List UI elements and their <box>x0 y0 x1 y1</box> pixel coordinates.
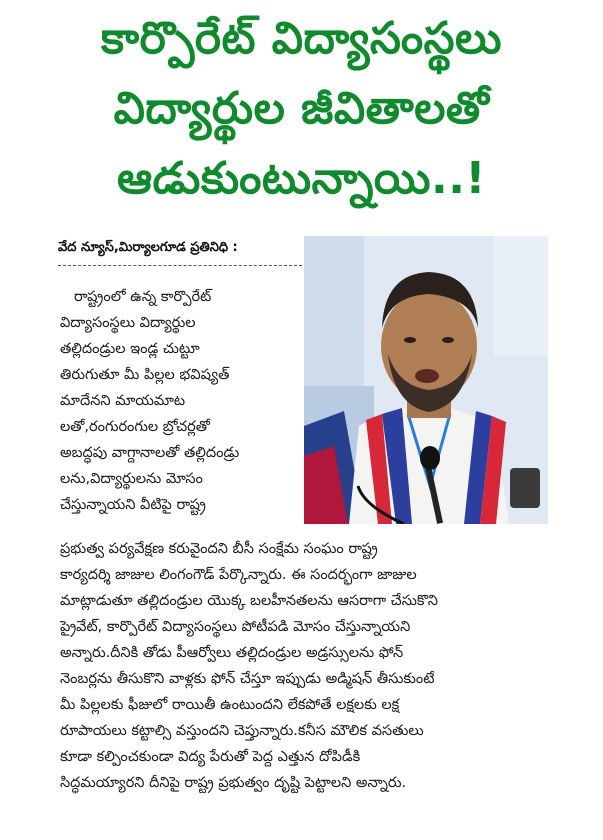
article-line: సిద్ధమయ్యారని దీనిపై రాష్ట్ర ప్రభుత్వం దృష్టి పెట్టాలని అన్నారు. <box>60 775 407 791</box>
speaker-photo <box>304 236 548 524</box>
article-line: నెంబర్లను తీసుకొని వాళ్లకు ఫోన్ చేస్తూ ఇప్పుడు అడ్మిషన్ తీసుకుంటే <box>60 671 435 687</box>
byline: వేద న్యూస్,మిర్యాలగూడ ప్రతినిధి : <box>58 240 238 255</box>
article-line: కూడా కల్పించకుండా విద్య పేరుతో పెద్ద ఎత్తున దోపిడీకి <box>60 749 361 765</box>
article-line: మాదేనని మాయమాట <box>60 393 186 409</box>
article-line: అన్నారు.దీనికి తోడు పీఆర్వోలు తల్లిదండ్రుల అడ్రస్సులను ఫోన్ <box>60 645 404 661</box>
article-line: రూపాయలు కట్టాల్సి వస్తుందని చెప్తున్నారు.కనీస మౌలిక వసతులు <box>60 723 424 739</box>
article-wide-column <box>60 538 552 798</box>
article-narrow-column <box>60 286 300 520</box>
speaker-photo-illustration <box>304 236 548 524</box>
headline-line-1: కార్పొరేట్ విద్యాసంస్థలు <box>101 13 502 64</box>
article-line: విద్యాసంస్థలు విద్యార్థుల <box>60 315 196 331</box>
article-line: లతో,రంగురంగుల బ్రోచర్లతో <box>60 419 210 435</box>
byline-divider <box>58 265 302 267</box>
article-line: కార్యదర్శి జాజుల లింగంగౌడ్ పేర్కొన్నారు. ఈ సందర్భంగా జాజుల <box>60 567 417 583</box>
headline-line-3: ఆడుకుంటున్నాయి..! <box>117 153 486 204</box>
article-line: ప్రైవేట్, కార్పొరేట్ విద్యాసంస్థలు పోటీపడి మోసం చేస్తున్నాయని <box>60 619 411 635</box>
article-line: రాష్ట్రంలో ఉన్న కార్పొరేట్ <box>74 289 212 305</box>
headline <box>0 0 603 222</box>
article-line: చేస్తున్నాయని వీటిపై రాష్ట్ర <box>60 497 206 513</box>
article-line: లను,విద్యార్థులను మోసం <box>60 471 203 487</box>
article-line: తిరుగుతూ మీ పిల్లల భవిష్యత్ <box>60 367 230 383</box>
article-line: అబద్ధపు వాగ్దానాలతో తల్లిదండ్రు <box>60 445 240 461</box>
article-line: ప్రభుత్వ పర్యవేక్షణ కరువైందని బీసీ సంక్షేమ సంఘం రాష్ట్ర <box>60 541 378 557</box>
headline-line-2: విద్యార్థుల జీవితాలతో <box>113 83 490 134</box>
article-line: మీ పిల్లలకు ఫీజులో రాయితీ ఉంటుందని లేకపోతే లక్షలకు లక్ష <box>60 697 400 713</box>
article-line: మాట్లాడుతూ తల్లిదండ్రుల యొక్క బలహీనతలను ఆసరాగా చేసుకొని <box>60 593 438 609</box>
article-line: తల్లిదండ్రుల ఇండ్ల చుట్టూ <box>60 341 200 357</box>
